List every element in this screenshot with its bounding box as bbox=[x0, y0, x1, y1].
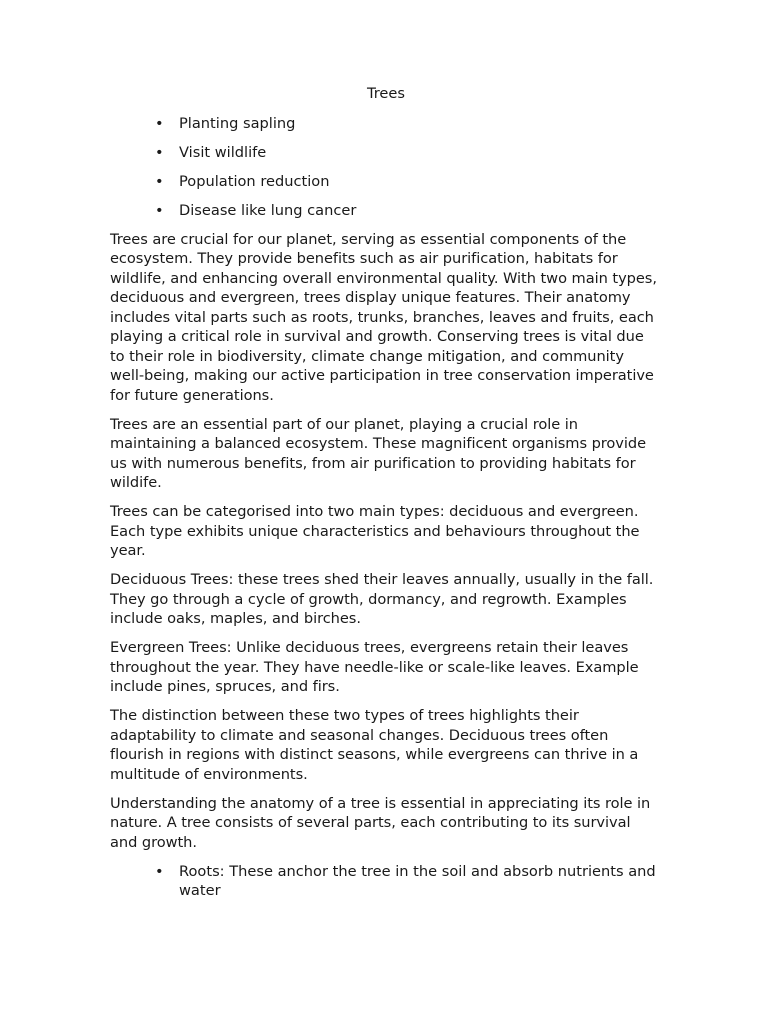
paragraph-intro: Trees are crucial for our planet, serving as essential components of the ecosystem. They provide benefits such as air purification, habitats for wildlife, and enhancing overall environmental quality. With two main types, deciduous and evergreen, trees display unique features. Their anatomy includes vital parts such as roots, trunks, branches, leaves and fruits, each playing a critical role in survival and growth. Conserving trees is vital due to their role in biodiversity, climate change mitigation, and community well-being, making our active participation in tree conservation imperative for future generations. bbox=[110, 230, 657, 404]
intro-bullet-list bbox=[110, 114, 662, 221]
list-item: • Population reduction bbox=[179, 172, 662, 192]
paragraph-deciduous: Deciduous Trees: these trees shed their leaves annually, usually in the fall. They go through a cycle of growth, dormancy, and regrowth. Examples include oaks, maples, and birches. bbox=[110, 571, 654, 627]
paragraph-evergreen: Evergreen Trees: Unlike deciduous trees, evergreens retain their leaves throughout the year. They have needle-like or scale-like leaves. Example include pines, spruces, and firs. bbox=[110, 639, 639, 695]
list-item: • Roots: These anchor the tree in the soil and absorb nutrients and water bbox=[179, 862, 662, 901]
anatomy-bullet-list bbox=[110, 862, 662, 901]
list-item: • Visit wildlife bbox=[179, 143, 662, 163]
paragraph-anatomy: Understanding the anatomy of a tree is essential in appreciating its role in nature. A tree consists of several parts, each contributing to its survival and growth. bbox=[110, 794, 651, 851]
paragraph-essential: Trees are an essential part of our planet, playing a crucial role in maintaining a balanced ecosystem. These magnificent organisms provide us with numerous benefits, from air purification to providing habitats for wildife. bbox=[110, 415, 647, 491]
paragraph-types: Trees can be categorised into two main types: deciduous and evergreen. Each type exhibits unique characteristics and behaviours throughout the year. bbox=[110, 503, 640, 559]
document-title: Trees bbox=[366, 85, 405, 102]
document-page bbox=[110, 84, 662, 901]
list-item: • Planting sapling bbox=[179, 114, 662, 134]
list-item: • Disease like lung cancer bbox=[179, 201, 662, 221]
paragraph-distinction: The distinction between these two types of trees highlights their adaptability to climate and seasonal changes. Deciduous trees often flourish in regions with distinct seasons, while evergreens can thrive in a multitude of environments. bbox=[110, 707, 639, 783]
